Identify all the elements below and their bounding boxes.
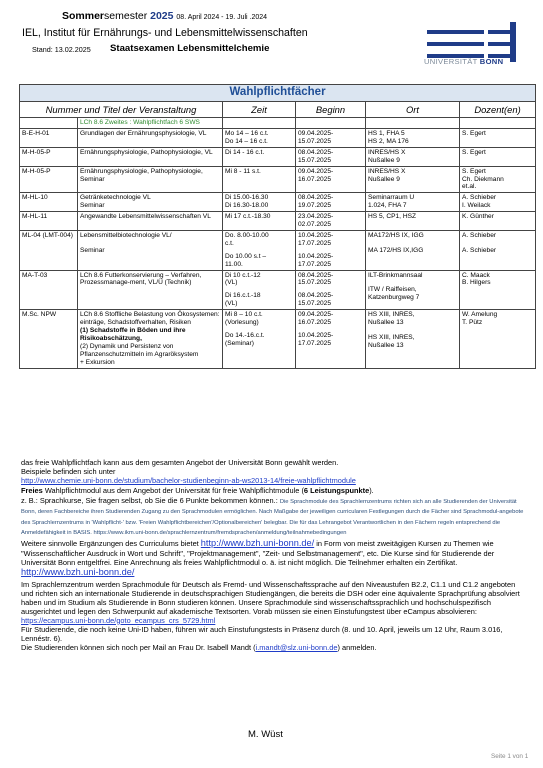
course-start-a: 08.04.2025- 15.07.2025 xyxy=(298,271,334,287)
note-language-courses: z. B.: Sprachkurse, Sie fragen selbst, ob Sie die 6 Punkte bekommen können.: Die Sprachmodule des Sprachlernzentrums richten sich an alle Studierenden der Universität Bonn, deren Fachbereiche ihren Studierenden Zugang zu den Sprachmodulen ermöglichen. Nach Maßgabe der jeweiligen curricularen Festlegungen durch die Fächer sind Sprachmodul-angebote des Sprachlernzentrums in 'Wahlpflicht-' bzw. 'Freien Wahlpflichtbereichen'/Optionalbereichen' belegbar. Die für das Lehrangebot Verantwortlichen in den Fächern regeln entsprechend die Anmeldefähigkeit in BASIS. https://www.ikm.uni-bonn.de/sprachlernzentrum/fremdsprachen/anmeldung/teilnahmebedingungen xyxy=(21,496,524,536)
table-title: Wahlpflichtfächer xyxy=(20,85,536,102)
course-number: M-HL-11 xyxy=(20,212,78,231)
university-logo-text: UNIVERSITÄT BONN xyxy=(424,57,504,66)
table-row xyxy=(20,166,536,193)
course-start xyxy=(296,230,366,270)
course-title: Getränketechnologie VL Seminar xyxy=(78,193,223,212)
course-location-a: ILT-Brinkmannsaal xyxy=(368,271,423,279)
course-start-a: 10.04.2025- 17.07.2025 xyxy=(298,231,334,247)
table-row xyxy=(20,212,536,231)
course-location: HS 1, FHA 5 HS 2, MA 176 xyxy=(366,128,460,147)
table-header-row xyxy=(20,101,536,117)
course-start xyxy=(296,310,366,368)
course-number: MA-T-03 xyxy=(20,270,78,310)
course-start-b: 08.04.2025- 15.07.2025 xyxy=(298,292,334,308)
course-location-b: HS XIII, INRES, Nußallee 13 xyxy=(368,334,415,349)
mail-link[interactable]: i.mandt@slz.uni-bonn.de xyxy=(255,642,338,652)
course-start-b: 10.04.2025- 17.07.2025 xyxy=(298,332,334,347)
table-row xyxy=(20,230,536,270)
course-time-b: Do 14.-16.c.t. (Seminar) xyxy=(225,332,265,347)
table-row xyxy=(20,310,536,368)
course-title: Ernährungsphysiologie, Pathophysiologie, VL xyxy=(78,147,223,166)
course-number: ML-04 (LMT-004) xyxy=(20,230,78,270)
course-lecturer xyxy=(460,230,536,270)
table-row xyxy=(20,128,536,147)
course-time: Di 14 - 16 c.t. xyxy=(223,147,296,166)
course-start: 09.04.2025- 15.07.2025 xyxy=(296,128,366,147)
course-title: Grundlagen der Ernährungsphysiologie, VL xyxy=(78,128,223,147)
course-lecturer: S. Egert xyxy=(460,128,536,147)
course-time xyxy=(223,270,296,310)
course-title: LCh 8.6 Futterkonservierung – Verfahren, Prozessmanage-ment, VL/Ü (Technik) xyxy=(78,270,223,310)
intro-note: LCh 8.6 Zweites : Wahlpflichtfach 6 SWS xyxy=(78,118,223,129)
course-location-b: ITW / Raiffeisen, Katzenburgweg 7 xyxy=(368,286,420,302)
table-row xyxy=(20,118,536,129)
course-number: M-HL-10 xyxy=(20,193,78,212)
stand-date: Stand: 13.02.2025 xyxy=(32,45,91,54)
signature: M. Wüst xyxy=(248,729,283,740)
note-free-module: Freies Wahlpflichtmodul aus dem Angebot der Universität für freie Wahlpflichtmodule (6 Leistungspunkte). xyxy=(21,486,374,496)
course-location: INRES/HS X Nußallee 9 xyxy=(366,147,460,166)
col-header: Dozent(en) xyxy=(460,101,536,117)
course-time-a: Di 10 c.t.-12 (VL) xyxy=(225,271,261,287)
note-examples: Beispiele befinden sich unter xyxy=(21,467,116,477)
course-title-b: Seminar xyxy=(80,246,105,254)
course-location xyxy=(366,230,460,270)
course-location xyxy=(366,310,460,368)
page-number: Seite 1 von 1 xyxy=(491,753,529,760)
course-time xyxy=(223,310,296,368)
course-start-a: 09.04.2025- 16.07.2025 xyxy=(298,311,334,327)
course-start: 08.04.2025- 19.07.2025 xyxy=(296,193,366,212)
course-lecturer-b: A. Schieber xyxy=(462,246,497,254)
course-title xyxy=(78,310,223,368)
course-lecturer: S. Egert xyxy=(460,147,536,166)
course-time: Mo 14 – 16 c.t. Do 14 – 16 c.t. xyxy=(223,128,296,147)
course-lecturer: S. Egert Ch. Diekmann et.al. xyxy=(460,166,536,193)
table-row xyxy=(20,270,536,310)
note-slz: Im Sprachlernzentrum werden Sprachmodule für Deutsch als Fremd- und Wissenschaftssprache auf den Niveaustufen B2.2, C1.1 und C1.2 angeboten und richten sich an internationale Studierende in deutschsprachigen Studiengängen, die bereits die DSH oder eine äquivalente Sprachprüfung absolviert haben und im Studium als Studierende in Bonn studieren können. Unsere Sprachmodule sind wissenschaftssprachlich und hochschulspezifisch ausgerichtet und legen den Schwerpunkt auf akademische Textsorten. Vorab müssen sie einen Einstufungstest über eCampus absolvieren: xyxy=(21,579,520,616)
course-title-a: Lebensmittelbiotechnologie VL/ xyxy=(80,231,172,239)
course-start: 09.04.2025- 16.07.2025 xyxy=(296,166,366,193)
link-chemie-wahlpflicht[interactable]: http://www.chemie.uni-bonn.de/studium/bachelor-studienbeginn-ab-ws2013-14/freie-wahlpflichtmodule xyxy=(21,476,356,486)
course-start-b: 10.04.2025- 17.07.2025 xyxy=(298,252,334,268)
course-location: INRES/HS X Nußallee 9 xyxy=(366,166,460,193)
course-time-a: Mi 8 – 10 c.t. (Vorlesung) xyxy=(225,311,263,327)
course-number: M.Sc. NPW xyxy=(20,310,78,368)
course-title-a: LCh 8.6 Stoffliche Belastung von Ökosystemen: einträge, Schadstoffverhalten, Risiken xyxy=(80,311,220,327)
note-placement-test: Für Studierende, die noch keine Uni-ID haben, führen wir auch Einstufungstests in Präsenz durch (8. und 10. April, jeweils um 12 Uhr, Raum 3.016, Lennéstr. 6). xyxy=(21,624,503,643)
iel-logo xyxy=(424,20,524,80)
col-header: Beginn xyxy=(296,101,366,117)
course-lecturer: A. Schieber I. Weilack xyxy=(460,193,536,212)
institute-name: IEL, Institut für Ernährungs- und Lebensmittelwissenschaften xyxy=(22,27,308,39)
course-time: Mi 8 - 11 s.t. xyxy=(223,166,296,193)
course-title xyxy=(78,230,223,270)
course-location-a: MA172/HS IX, IGG xyxy=(368,231,424,239)
course-title-c: (2) Dynamik und Persistenz von Pflanzenschutzmitteln im Agraröksystem + Exkursion xyxy=(80,342,199,366)
table-row xyxy=(20,193,536,212)
note-free-elective: das freie Wahlpflichtfach kann aus dem gesamten Angebot der Universität Bonn gewählt werden. xyxy=(21,458,339,467)
course-location: Seminarraum U 1.024, FHA 7 xyxy=(366,193,460,212)
course-time-b: Di 16.c.t.-18 (VL) xyxy=(225,292,261,308)
course-number: B-E-H-01 xyxy=(20,128,78,147)
course-start: 08.04.2025- 15.07.2025 xyxy=(296,147,366,166)
col-header: Nummer und Titel der Veranstaltung xyxy=(20,101,223,117)
wahlpflicht-table xyxy=(19,84,536,369)
col-header: Ort xyxy=(366,101,460,117)
course-lecturer-a: A. Schieber xyxy=(462,231,497,239)
col-header: Zeit xyxy=(223,101,296,117)
course-lecturer: W. Amelung T. Pütz xyxy=(460,310,536,368)
course-time xyxy=(223,230,296,270)
exam-title: Staatsexamen Lebensmittelchemie xyxy=(110,43,270,54)
course-start: 23.04.2025- 02.07.2025 xyxy=(296,212,366,231)
note-registration: Die Studierenden können sich noch per Mail an Frau Dr. Isabell Mandt (i.mandt@slz.uni-bonn.de) anmelden. xyxy=(21,642,377,652)
note-bzh: Weitere sinnvolle Ergänzungen des Curriculums bietet http://www.bzh.uni-bonn.de/ in Form von meist zweitägigen Kursen zu Themen wie "Wissenschaftlicher Ausdruck in Wort und Schrift", "Projektmanagement", "Zeit- und Selbstmanagement", etc. Die Kurse sind für Studierende der Universität Bonn entgeltfrei. Eine Anrechnung als freies Wahlpflichtmodul o. ä. ist nicht möglich. Die Teilnehmer erhalten ein Zertifikat. http://www.bzh.uni-bonn.de/ xyxy=(21,538,495,578)
course-time: Mi 17 c.t.-18.30 xyxy=(223,212,296,231)
notes-section xyxy=(21,458,529,652)
course-start xyxy=(296,270,366,310)
course-time: Di 15.00-16.30 Di 16.30-18.00 xyxy=(223,193,296,212)
course-time-a: Do. 8.00-10.00 c.t. xyxy=(225,231,269,247)
link-bzh-2[interactable]: http://www.bzh.uni-bonn.de/ xyxy=(21,567,135,578)
course-location-a: HS XIII, INRES, Nußallee 13 xyxy=(368,311,415,327)
semester-header: Sommersemester 2025 08. April 2024 - 19. Juli .2024 xyxy=(62,10,268,22)
course-location-b: MA 172/HS IX,IGG xyxy=(368,246,424,254)
course-time-b: Do 10.00 s.t – 11.00. xyxy=(225,252,267,268)
course-lecturer: C. Maack B. Hilgers xyxy=(460,270,536,310)
course-lecturer: K. Günther xyxy=(460,212,536,231)
link-ecampus[interactable]: https://ecampus.uni-bonn.de/goto_ecampus_crs_5729.html xyxy=(21,615,216,625)
course-title: Angewandte Lebensmittelwissenschaften VL xyxy=(78,212,223,231)
course-number: M-H-05-P xyxy=(20,147,78,166)
course-title-bold: (1) Schadstoffe in Böden und ihre Risikoabschätzung, xyxy=(80,327,186,342)
table-row xyxy=(20,147,536,166)
course-title: Ernährungsphysiologie, Pathophysiologie, Seminar xyxy=(78,166,223,193)
course-location xyxy=(366,270,460,310)
course-location: HS 5, CP1, HSZ xyxy=(366,212,460,231)
course-number: M-H-05-P xyxy=(20,166,78,193)
link-bzh[interactable]: http://www.bzh.uni-bonn.de/ xyxy=(200,538,315,549)
